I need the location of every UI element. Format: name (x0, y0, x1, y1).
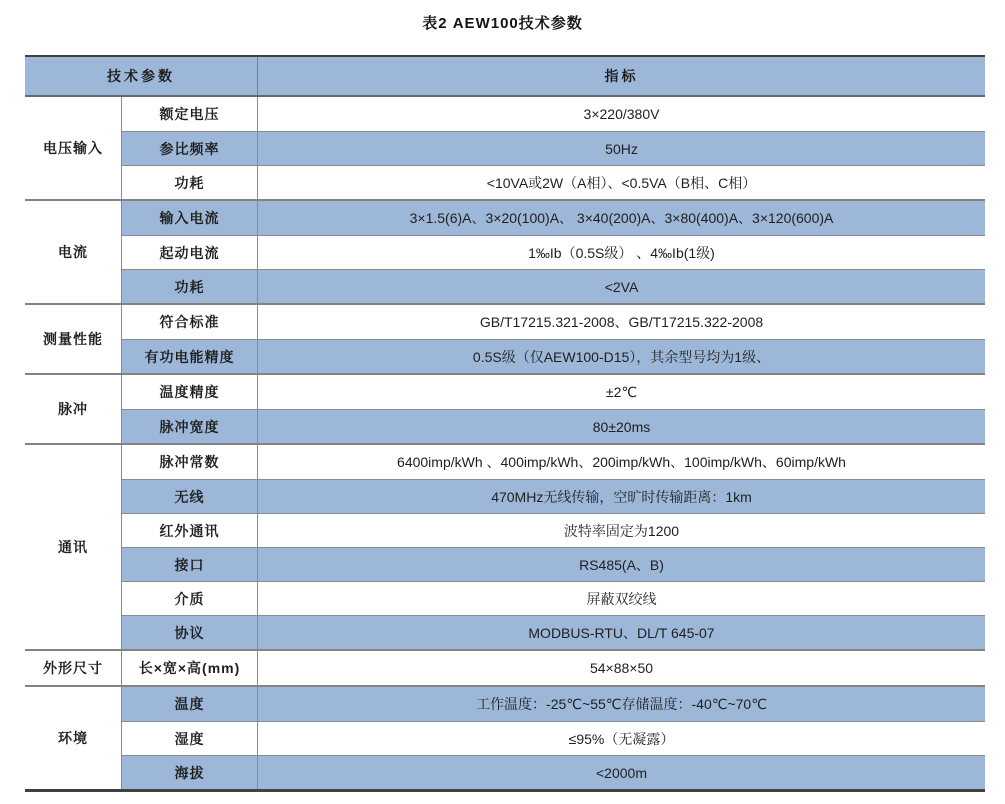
table-row (122, 581, 985, 615)
param-value: 0.5S级（仅AEW100-D15），其余型号均为1级、 (472, 348, 771, 365)
param-label: 协议 (122, 616, 258, 649)
param-value: 波特率固定为1200 (563, 522, 680, 539)
table-row (122, 409, 985, 443)
table-row (122, 755, 985, 789)
group-section (25, 649, 985, 685)
param-value: 屏蔽双绞线 (586, 590, 657, 607)
param-label: 功耗 (122, 166, 258, 199)
param-label: 有功电能精度 (122, 340, 258, 373)
param-label: 长×宽×高(mm) (122, 651, 258, 685)
table-row (122, 513, 985, 547)
group-rows (122, 201, 985, 303)
group-rows (122, 687, 985, 789)
param-label: 介质 (122, 582, 258, 615)
table-row (122, 97, 985, 131)
param-value: ±2℃ (605, 383, 638, 400)
table-row (122, 547, 985, 581)
spec-table (25, 55, 985, 792)
table-row (122, 651, 985, 685)
table-body (25, 97, 985, 789)
param-value: GB/T17215.321-2008、GB/T17215.322-2008 (479, 314, 764, 330)
group-rows (122, 651, 985, 685)
param-label: 输入电流 (122, 201, 258, 235)
table-row (122, 721, 985, 755)
group-rows (122, 97, 985, 199)
param-value: 470MHz无线传输，空旷时传输距离：1km (491, 488, 752, 505)
param-value: 工作温度：-25℃~55℃存储温度：-40℃~70℃ (476, 696, 767, 712)
param-label: 湿度 (122, 722, 258, 755)
param-label: 温度精度 (122, 375, 258, 409)
table-row (122, 269, 985, 303)
table-row (122, 131, 985, 165)
param-value: 3×220/380V (583, 106, 660, 122)
group-label: 电压输入 (25, 97, 122, 199)
param-label: 海拔 (122, 756, 258, 789)
group-section (25, 303, 985, 373)
table-row (122, 687, 985, 721)
param-value: <2VA (604, 278, 639, 295)
group-label: 环境 (25, 687, 122, 789)
param-value: 80±20ms (592, 418, 651, 435)
param-value: <10VA或2W（A相）、<0.5VA（B相、C相） (486, 174, 757, 191)
param-value: RS485(A、B) (579, 556, 664, 573)
header-cell-indicators: 指标 (604, 68, 639, 84)
param-value: 1‰Ib（0.5S级） 、4‰Ib(1级) (528, 244, 715, 261)
table-row (122, 479, 985, 513)
group-section (25, 97, 985, 199)
table-row (122, 305, 985, 339)
table-row (122, 445, 985, 479)
group-rows (122, 445, 985, 649)
param-value: <2000m (596, 764, 647, 781)
table-row (122, 201, 985, 235)
param-value: 50Hz (605, 140, 638, 157)
param-value: MODBUS-RTU、DL/T 645-07 (528, 624, 715, 641)
group-rows (122, 375, 985, 443)
param-label: 温度 (122, 687, 258, 721)
param-label: 脉冲宽度 (122, 410, 258, 443)
group-section (25, 685, 985, 789)
param-value: ≤95%（无凝露） (568, 730, 675, 747)
table-title: 表2 AEW100技术参数 (422, 15, 583, 32)
group-section (25, 199, 985, 303)
param-value: 6400imp/kWh 、400imp/kWh、200imp/kWh、100imp/kWh、60imp/kWh (397, 454, 846, 470)
param-label: 参比频率 (122, 132, 258, 165)
table-row (122, 375, 985, 409)
param-value: 3×1.5(6)A、3×20(100)A、 3×40(200)A、3×80(400)A、3×120(600)A (409, 210, 834, 226)
param-label: 接口 (122, 548, 258, 581)
param-label: 起动电流 (122, 236, 258, 269)
table-header-row (25, 57, 985, 97)
table-row (122, 165, 985, 199)
table-row (122, 339, 985, 373)
group-label: 外形尺寸 (25, 651, 122, 685)
group-label: 测量性能 (25, 305, 122, 373)
group-label: 通讯 (25, 445, 122, 649)
param-value: 54×88×50 (589, 660, 654, 676)
group-label: 电流 (25, 201, 122, 303)
table-row (122, 235, 985, 269)
header-cell-technical-parameters: 技术参数 (25, 57, 258, 95)
param-label: 无线 (122, 480, 258, 513)
param-label: 额定电压 (122, 97, 258, 131)
param-label: 脉冲常数 (122, 445, 258, 479)
param-label: 符合标准 (122, 305, 258, 339)
group-section (25, 443, 985, 649)
param-label: 红外通讯 (122, 514, 258, 547)
param-label: 功耗 (122, 270, 258, 303)
group-section (25, 373, 985, 443)
group-rows (122, 305, 985, 373)
table-row (122, 615, 985, 649)
group-label: 脉冲 (25, 375, 122, 443)
